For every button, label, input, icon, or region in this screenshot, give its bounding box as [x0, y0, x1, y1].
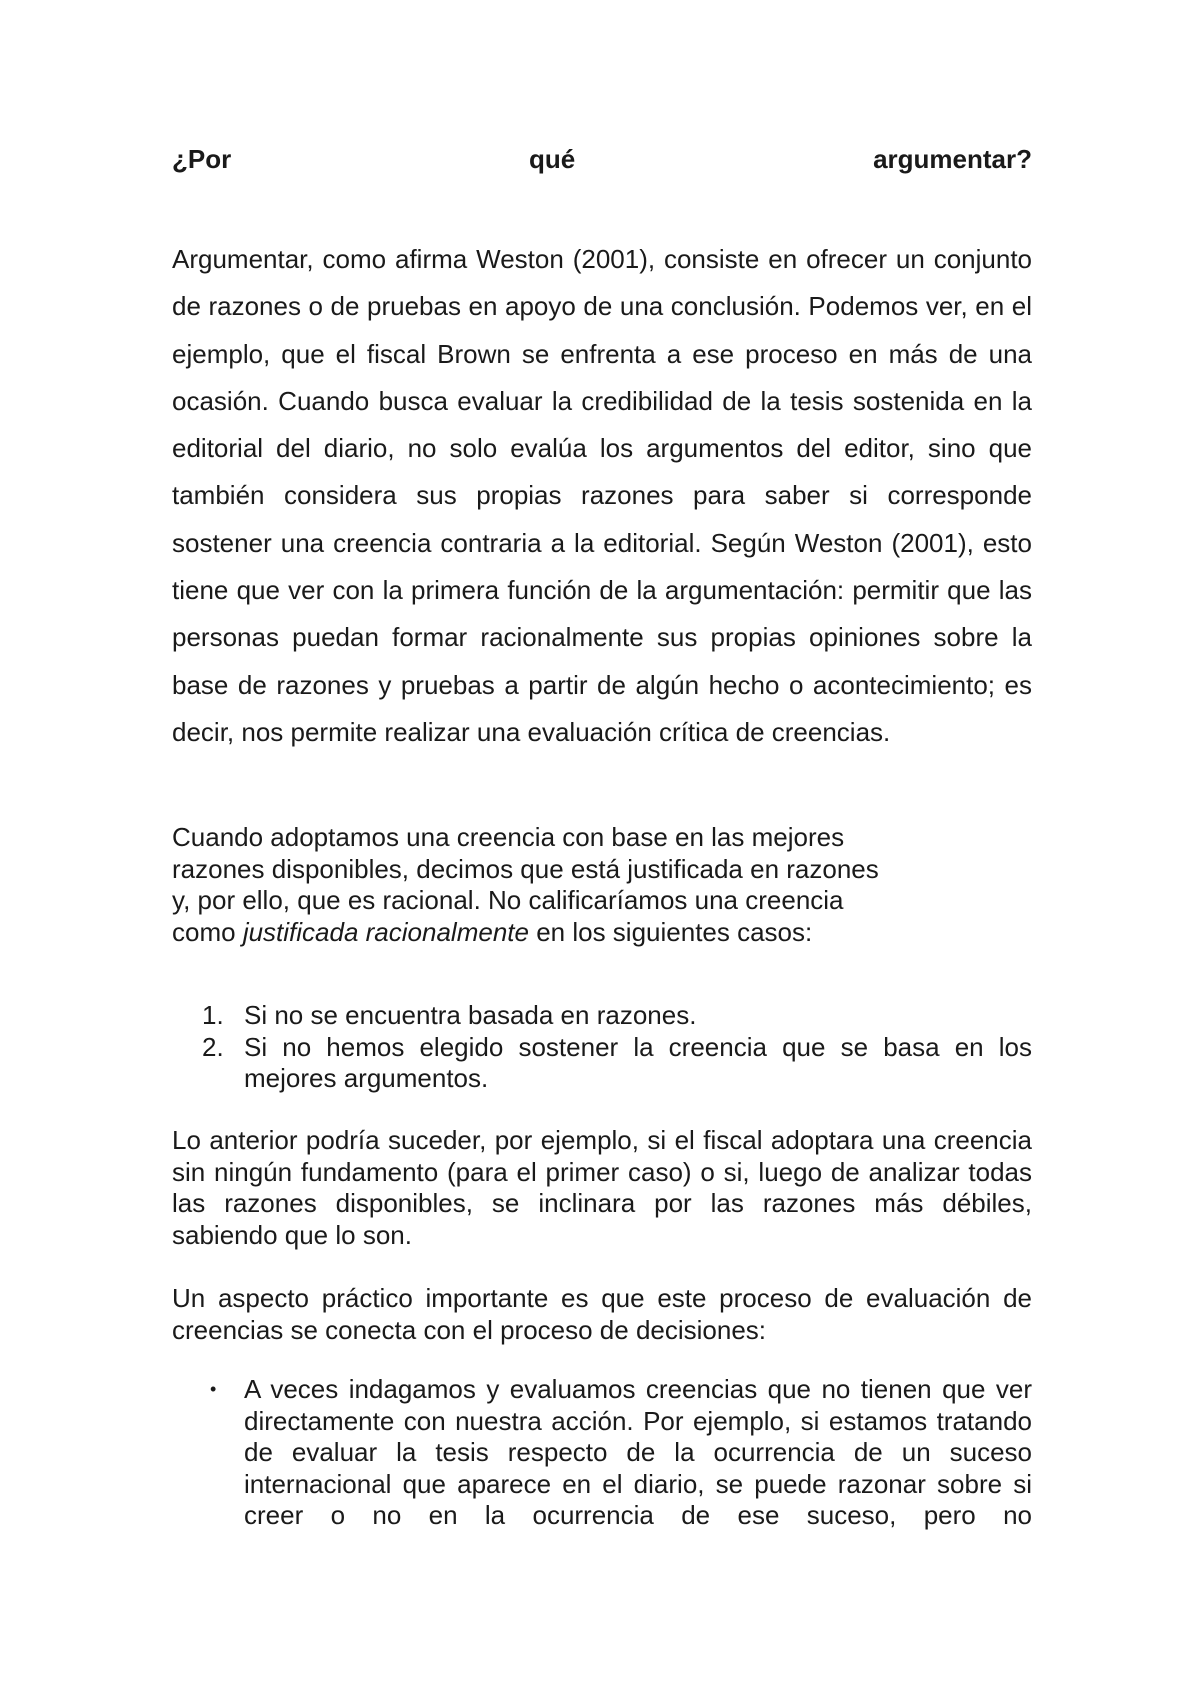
numbered-list [172, 1000, 1032, 1095]
paragraph2-after: en los siguientes casos: [528, 916, 813, 947]
title-word-que: qué [529, 144, 576, 174]
list-item-text: Si no se encuentra basada en razones. [244, 1000, 697, 1030]
paragraph2-before: Cuando adoptamos una creencia con base en las mejores razones disponibles, decimos que está justificada en razones y, por ello, que es racional. No calificaríamos una creencia como [172, 822, 879, 947]
page-title [172, 142, 1032, 176]
bullet-icon: • [210, 1379, 217, 1399]
list-item [172, 1374, 1032, 1532]
bullet-list [172, 1374, 1032, 1532]
paragraph2-italic: justificada racionalmente [242, 916, 529, 947]
list-item [172, 1032, 1032, 1095]
paragraph-aspecto-practico: Un aspecto práctico importante es que este proceso de evaluación de creencias se conecta con el proceso de decisiones: [172, 1283, 1032, 1345]
list-item [172, 1000, 1032, 1032]
paragraph-creencia-justificada [172, 822, 892, 948]
paragraph-lo-anterior: Lo anterior podría suceder, por ejemplo, si el fiscal adoptara una creencia sin ningún fundamento (para el primer caso) o si, luego de analizar todas las razones disponibles, se inclinara por las razones más débiles, sabiendo que lo son. [172, 1125, 1032, 1250]
list-number: 2. [202, 1031, 224, 1062]
list-item-text: Si no hemos elegido sostener la creencia que se basa en los mejores argumentos. [244, 1031, 1032, 1093]
list-item-text: A veces indagamos y evaluamos creencias que no tienen que ver directamente con nuestra acción. Por ejemplo, si estamos tratando de evaluar la tesis respecto de la ocurrencia de un suceso internacional que aparece en el diario, se puede razonar sobre si creer o no en la ocurrencia de ese suceso, pero no [244, 1374, 1032, 1530]
paragraph-argumentar: Argumentar, como afirma Weston (2001), consiste en ofrecer un conjunto de razones o de pruebas en apoyo de una conclusión. Podemos ver, en el ejemplo, que el fiscal Brown se enfrenta a ese proceso en más de una ocasión. Cuando busca evaluar la credibilidad de la tesis sostenida en la editorial del diario, no solo evalúa los argumentos del editor, sino que también considera sus propias razones para saber si corresponde sostener una creencia contraria a la editorial. Según Weston (2001), esto tiene que ver con la primera función de la argumentación: permitir que las personas puedan formar racionalmente sus propias opiniones sobre la base de razones y pruebas a partir de algún hecho o acontecimiento; es decir, nos permite realizar una evaluación crítica de creencias. [172, 244, 1032, 747]
list-number: 1. [202, 1000, 224, 1030]
title-word-argumentar: argumentar? [873, 144, 1032, 174]
title-word-por: ¿Por [172, 144, 232, 174]
